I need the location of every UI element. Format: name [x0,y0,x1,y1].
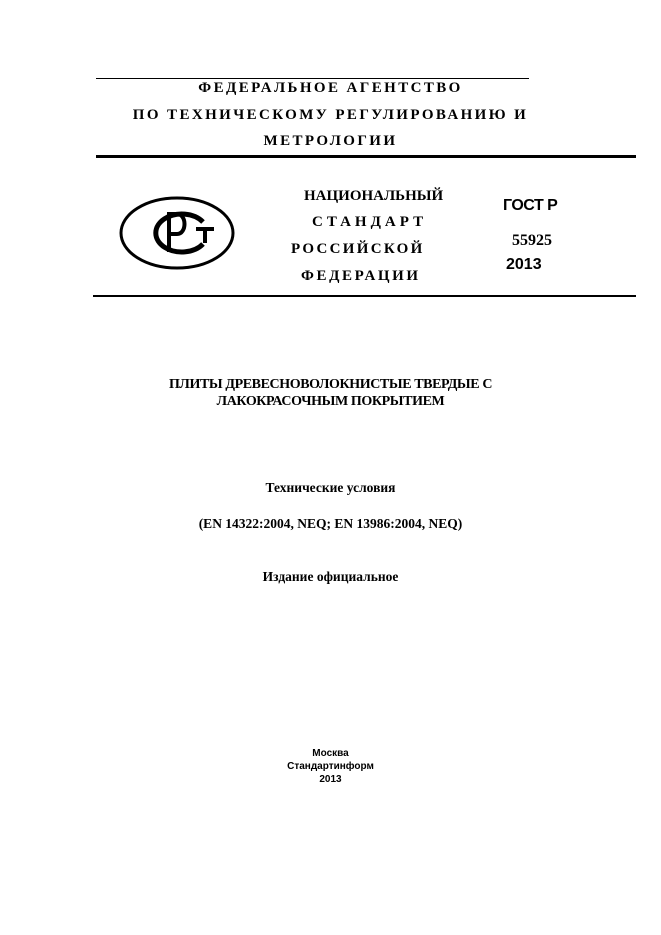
standard-line-2: СТАНДАРТ [312,214,428,230]
edition-note: Издание официальное [262,569,399,584]
header-rule-bottom [93,295,636,297]
gost-prefix: ГОСТ Р [503,197,558,214]
document-title-line-2: ЛАКОКРАСОЧНЫМ ПОКРЫТИЕМ [216,394,445,409]
top-rule [96,78,529,79]
document-subtitle: Технические условия [265,480,396,495]
standard-line-3: РОССИЙСКОЙ [291,241,425,257]
document-title-line-1: ПЛИТЫ ДРЕВЕСНОВОЛОКНИСТЫЕ ТВЕРДЫЕ С [168,377,493,392]
agency-line-3: МЕТРОЛОГИИ [263,133,398,149]
imprint-city: Москва [312,748,349,759]
standard-line-4: ФЕДЕРАЦИИ [301,268,421,284]
imprint-publisher: Стандартинформ [287,761,374,772]
agency-line-1: ФЕДЕРАЛЬНОЕ АГЕНТСТВО [198,80,463,96]
document-references: (EN 14322:2004, NEQ; EN 13986:2004, NEQ) [198,516,463,531]
agency-line-2: ПО ТЕХНИЧЕСКОМУ РЕГУЛИРОВАНИЮ И [132,107,529,123]
header-rule-thick [96,155,636,158]
imprint-year: 2013 [319,774,342,785]
rst-certification-mark-icon [119,196,235,270]
gost-year: 2013 [506,256,542,273]
standard-line-1: НАЦИОНАЛЬНЫЙ [304,188,444,204]
gost-number: 55925 [512,232,552,249]
